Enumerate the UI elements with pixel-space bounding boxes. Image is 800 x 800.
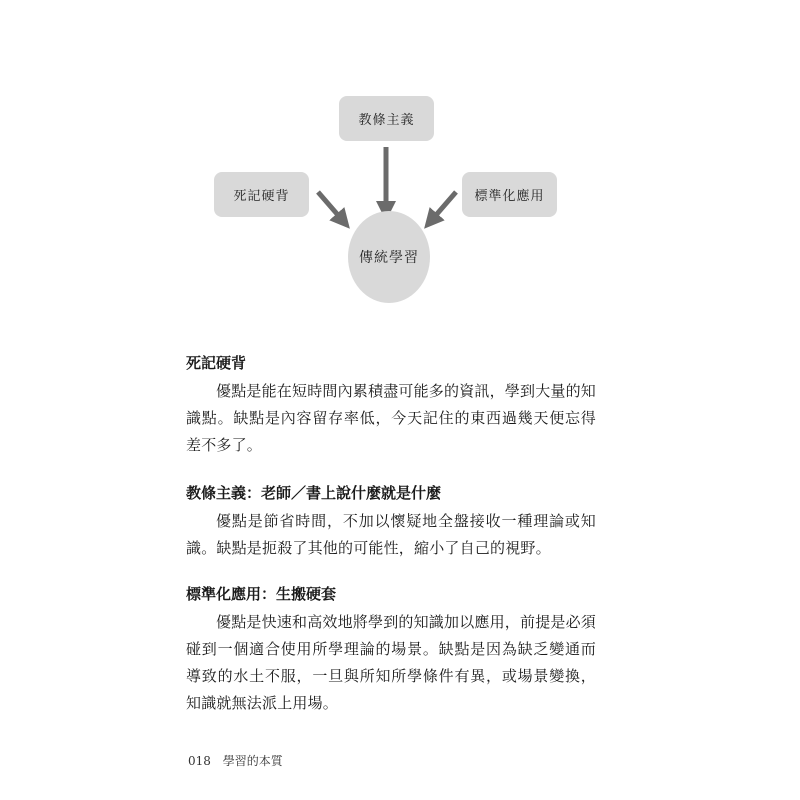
section-body: 優點是能在短時間內累積盡可能多的資訊，學到大量的知識點。缺點是內容留存率低，今天記住的東西過幾天便忘得差不多了。 <box>186 382 597 454</box>
page-footer <box>188 752 291 769</box>
node-rote-memorization: 死記硬背 <box>214 172 309 217</box>
section-heading: 教條主義：老師／書上說什麼就是什麼 <box>186 484 442 502</box>
node-standardized-application: 標準化應用 <box>462 172 557 217</box>
section-heading: 死記硬背 <box>186 354 247 372</box>
section-body: 優點是節省時間，不加以懷疑地全盤接收一種理論或知識。缺點是扼殺了其他的可能性，縮小了自己的視野。 <box>186 512 596 557</box>
section-body: 優點是快速和高效地將學到的知識加以應用，前提是必須碰到一個適合使用所學理論的場景。缺點是因為缺乏變通而導致的水土不服，一旦與所知所學條件有異，或場景變換，知識就無法派上用場。 <box>186 613 597 712</box>
book-title: 學習的本質 <box>222 754 283 768</box>
section-standardized-application <box>186 581 596 717</box>
section-heading: 標準化應用：生搬硬套 <box>186 585 337 603</box>
diagram <box>0 0 800 320</box>
node-traditional-learning: 傳統學習 <box>348 211 430 303</box>
section-dogmatism <box>186 480 596 562</box>
node-dogmatism: 教條主義 <box>339 96 434 141</box>
section-rote-memorization <box>186 350 596 459</box>
arrow-right <box>430 192 456 222</box>
arrow-left <box>318 192 344 222</box>
page-number: 018 <box>188 754 211 768</box>
